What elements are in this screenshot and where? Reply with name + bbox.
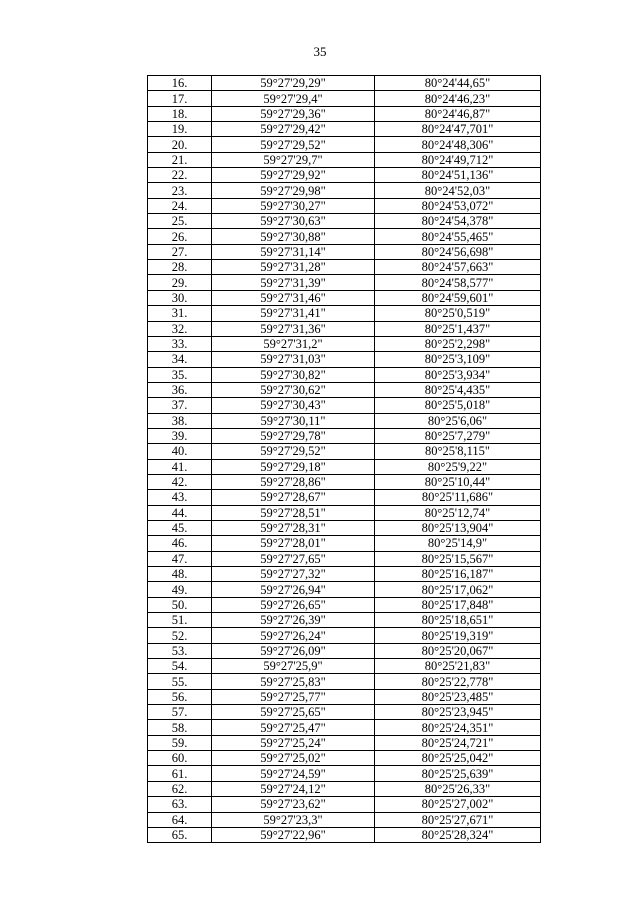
point-number-cell: 64. [148, 812, 212, 827]
longitude-cell: 80°25'17,062" [375, 582, 541, 597]
latitude-cell: 59°27'27,32" [212, 567, 375, 582]
longitude-cell: 80°25'22,778" [375, 674, 541, 689]
longitude-cell: 80°25'24,721" [375, 735, 541, 750]
table-row [148, 490, 541, 505]
point-number-cell: 57. [148, 705, 212, 720]
latitude-cell: 59°27'26,94" [212, 582, 375, 597]
coordinates-table [147, 75, 541, 843]
longitude-cell: 80°24'57,663" [375, 260, 541, 275]
longitude-cell: 80°25'18,651" [375, 613, 541, 628]
latitude-cell: 59°27'25,77" [212, 689, 375, 704]
longitude-cell: 80°25'12,74" [375, 505, 541, 520]
longitude-cell: 80°25'11,686" [375, 490, 541, 505]
table-row [148, 751, 541, 766]
longitude-cell: 80°25'27,671" [375, 812, 541, 827]
longitude-cell: 80°24'59,601" [375, 290, 541, 305]
latitude-cell: 59°27'25,9" [212, 659, 375, 674]
point-number-cell: 51. [148, 613, 212, 628]
longitude-cell: 80°25'0,519" [375, 306, 541, 321]
longitude-cell: 80°25'4,435" [375, 382, 541, 397]
latitude-cell: 59°27'31,03" [212, 352, 375, 367]
point-number-cell: 22. [148, 168, 212, 183]
table-row [148, 244, 541, 259]
latitude-cell: 59°27'26,09" [212, 643, 375, 658]
longitude-cell: 80°24'47,701" [375, 122, 541, 137]
latitude-cell: 59°27'23,62" [212, 797, 375, 812]
longitude-cell: 80°24'56,698" [375, 244, 541, 259]
latitude-cell: 59°27'30,11" [212, 413, 375, 428]
table-row [148, 582, 541, 597]
table-row [148, 198, 541, 213]
latitude-cell: 59°27'29,18" [212, 459, 375, 474]
point-number-cell: 62. [148, 781, 212, 796]
longitude-cell: 80°25'17,848" [375, 597, 541, 612]
point-number-cell: 35. [148, 367, 212, 382]
latitude-cell: 59°27'30,43" [212, 398, 375, 413]
table-row [148, 91, 541, 106]
point-number-cell: 61. [148, 766, 212, 781]
longitude-cell: 80°24'53,072" [375, 198, 541, 213]
point-number-cell: 18. [148, 106, 212, 121]
table-row [148, 689, 541, 704]
point-number-cell: 46. [148, 536, 212, 551]
point-number-cell: 42. [148, 474, 212, 489]
table-row [148, 628, 541, 643]
table-row [148, 659, 541, 674]
latitude-cell: 59°27'28,01" [212, 536, 375, 551]
point-number-cell: 55. [148, 674, 212, 689]
latitude-cell: 59°27'29,42" [212, 122, 375, 137]
longitude-cell: 80°25'23,945" [375, 705, 541, 720]
point-number-cell: 20. [148, 137, 212, 152]
point-number-cell: 33. [148, 336, 212, 351]
table-row [148, 306, 541, 321]
latitude-cell: 59°27'26,24" [212, 628, 375, 643]
table-row [148, 76, 541, 91]
latitude-cell: 59°27'31,46" [212, 290, 375, 305]
longitude-cell: 80°25'23,485" [375, 689, 541, 704]
table-row [148, 137, 541, 152]
longitude-cell: 80°25'20,067" [375, 643, 541, 658]
longitude-cell: 80°25'27,002" [375, 797, 541, 812]
table-row [148, 168, 541, 183]
latitude-cell: 59°27'25,24" [212, 735, 375, 750]
point-number-cell: 31. [148, 306, 212, 321]
point-number-cell: 59. [148, 735, 212, 750]
point-number-cell: 21. [148, 152, 212, 167]
latitude-cell: 59°27'26,39" [212, 613, 375, 628]
table-row [148, 536, 541, 551]
longitude-cell: 80°24'55,465" [375, 229, 541, 244]
latitude-cell: 59°27'28,31" [212, 520, 375, 535]
longitude-cell: 80°25'3,109" [375, 352, 541, 367]
longitude-cell: 80°25'5,018" [375, 398, 541, 413]
longitude-cell: 80°25'26,33" [375, 781, 541, 796]
latitude-cell: 59°27'29,7" [212, 152, 375, 167]
point-number-cell: 58. [148, 720, 212, 735]
point-number-cell: 65. [148, 827, 212, 842]
point-number-cell: 49. [148, 582, 212, 597]
table-row [148, 720, 541, 735]
table-row [148, 551, 541, 566]
point-number-cell: 30. [148, 290, 212, 305]
longitude-cell: 80°25'7,279" [375, 428, 541, 443]
latitude-cell: 59°27'25,02" [212, 751, 375, 766]
point-number-cell: 60. [148, 751, 212, 766]
latitude-cell: 59°27'31,41" [212, 306, 375, 321]
point-number-cell: 40. [148, 444, 212, 459]
table-row [148, 229, 541, 244]
point-number-cell: 50. [148, 597, 212, 612]
point-number-cell: 32. [148, 321, 212, 336]
latitude-cell: 59°27'28,51" [212, 505, 375, 520]
latitude-cell: 59°27'31,14" [212, 244, 375, 259]
point-number-cell: 17. [148, 91, 212, 106]
table-row [148, 275, 541, 290]
latitude-cell: 59°27'25,65" [212, 705, 375, 720]
table-row [148, 382, 541, 397]
latitude-cell: 59°27'22,96" [212, 827, 375, 842]
longitude-cell: 80°24'52,03" [375, 183, 541, 198]
point-number-cell: 56. [148, 689, 212, 704]
longitude-cell: 80°25'8,115" [375, 444, 541, 459]
table-row [148, 674, 541, 689]
latitude-cell: 59°27'29,52" [212, 137, 375, 152]
table-row [148, 827, 541, 842]
longitude-cell: 80°25'9,22" [375, 459, 541, 474]
latitude-cell: 59°27'29,36" [212, 106, 375, 121]
point-number-cell: 16. [148, 76, 212, 91]
latitude-cell: 59°27'24,59" [212, 766, 375, 781]
point-number-cell: 48. [148, 567, 212, 582]
latitude-cell: 59°27'31,39" [212, 275, 375, 290]
latitude-cell: 59°27'23,3" [212, 812, 375, 827]
point-number-cell: 44. [148, 505, 212, 520]
table-row [148, 474, 541, 489]
longitude-cell: 80°25'3,934" [375, 367, 541, 382]
point-number-cell: 54. [148, 659, 212, 674]
longitude-cell: 80°25'13,904" [375, 520, 541, 535]
table-row [148, 122, 541, 137]
table-row [148, 214, 541, 229]
latitude-cell: 59°27'24,12" [212, 781, 375, 796]
point-number-cell: 24. [148, 198, 212, 213]
longitude-cell: 80°25'10,44" [375, 474, 541, 489]
longitude-cell: 80°25'21,83" [375, 659, 541, 674]
point-number-cell: 41. [148, 459, 212, 474]
latitude-cell: 59°27'31,28" [212, 260, 375, 275]
latitude-cell: 59°27'30,27" [212, 198, 375, 213]
table-row [148, 797, 541, 812]
point-number-cell: 39. [148, 428, 212, 443]
point-number-cell: 25. [148, 214, 212, 229]
table-row [148, 613, 541, 628]
latitude-cell: 59°27'28,67" [212, 490, 375, 505]
table-row [148, 505, 541, 520]
longitude-cell: 80°25'1,437" [375, 321, 541, 336]
table-row [148, 413, 541, 428]
longitude-cell: 80°24'46,87" [375, 106, 541, 121]
table-row [148, 643, 541, 658]
point-number-cell: 63. [148, 797, 212, 812]
latitude-cell: 59°27'29,4" [212, 91, 375, 106]
point-number-cell: 38. [148, 413, 212, 428]
table-row [148, 812, 541, 827]
point-number-cell: 52. [148, 628, 212, 643]
latitude-cell: 59°27'30,63" [212, 214, 375, 229]
point-number-cell: 53. [148, 643, 212, 658]
latitude-cell: 59°27'29,92" [212, 168, 375, 183]
coordinates-table-body [148, 76, 541, 843]
page-number: 35 [313, 44, 327, 59]
table-row [148, 367, 541, 382]
point-number-cell: 28. [148, 260, 212, 275]
latitude-cell: 59°27'31,2" [212, 336, 375, 351]
point-number-cell: 43. [148, 490, 212, 505]
latitude-cell: 59°27'25,47" [212, 720, 375, 735]
table-row [148, 567, 541, 582]
longitude-cell: 80°25'25,639" [375, 766, 541, 781]
longitude-cell: 80°25'6,06" [375, 413, 541, 428]
longitude-cell: 80°25'19,319" [375, 628, 541, 643]
table-row [148, 398, 541, 413]
longitude-cell: 80°24'51,136" [375, 168, 541, 183]
table-row [148, 735, 541, 750]
longitude-cell: 80°24'49,712" [375, 152, 541, 167]
longitude-cell: 80°25'28,324" [375, 827, 541, 842]
longitude-cell: 80°24'54,378" [375, 214, 541, 229]
point-number-cell: 36. [148, 382, 212, 397]
table-row [148, 428, 541, 443]
table-row [148, 520, 541, 535]
latitude-cell: 59°27'29,98" [212, 183, 375, 198]
point-number-cell: 47. [148, 551, 212, 566]
latitude-cell: 59°27'30,82" [212, 367, 375, 382]
longitude-cell: 80°24'44,65" [375, 76, 541, 91]
point-number-cell: 19. [148, 122, 212, 137]
table-row [148, 352, 541, 367]
longitude-cell: 80°25'2,298" [375, 336, 541, 351]
table-row [148, 705, 541, 720]
latitude-cell: 59°27'29,29" [212, 76, 375, 91]
point-number-cell: 29. [148, 275, 212, 290]
point-number-cell: 26. [148, 229, 212, 244]
table-row [148, 106, 541, 121]
table-row [148, 260, 541, 275]
table-row [148, 152, 541, 167]
latitude-cell: 59°27'27,65" [212, 551, 375, 566]
latitude-cell: 59°27'30,88" [212, 229, 375, 244]
table-row [148, 781, 541, 796]
latitude-cell: 59°27'26,65" [212, 597, 375, 612]
point-number-cell: 45. [148, 520, 212, 535]
longitude-cell: 80°24'48,306" [375, 137, 541, 152]
table-row [148, 459, 541, 474]
table-row [148, 183, 541, 198]
latitude-cell: 59°27'29,52" [212, 444, 375, 459]
latitude-cell: 59°27'28,86" [212, 474, 375, 489]
table-row [148, 321, 541, 336]
table-row [148, 290, 541, 305]
latitude-cell: 59°27'31,36" [212, 321, 375, 336]
point-number-cell: 37. [148, 398, 212, 413]
longitude-cell: 80°25'16,187" [375, 567, 541, 582]
longitude-cell: 80°24'58,577" [375, 275, 541, 290]
point-number-cell: 27. [148, 244, 212, 259]
longitude-cell: 80°24'46,23" [375, 91, 541, 106]
table-row [148, 597, 541, 612]
longitude-cell: 80°25'24,351" [375, 720, 541, 735]
longitude-cell: 80°25'15,567" [375, 551, 541, 566]
point-number-cell: 34. [148, 352, 212, 367]
table-row [148, 336, 541, 351]
longitude-cell: 80°25'14,9" [375, 536, 541, 551]
table-row [148, 766, 541, 781]
latitude-cell: 59°27'30,62" [212, 382, 375, 397]
latitude-cell: 59°27'29,78" [212, 428, 375, 443]
latitude-cell: 59°27'25,83" [212, 674, 375, 689]
table-row [148, 444, 541, 459]
longitude-cell: 80°25'25,042" [375, 751, 541, 766]
point-number-cell: 23. [148, 183, 212, 198]
